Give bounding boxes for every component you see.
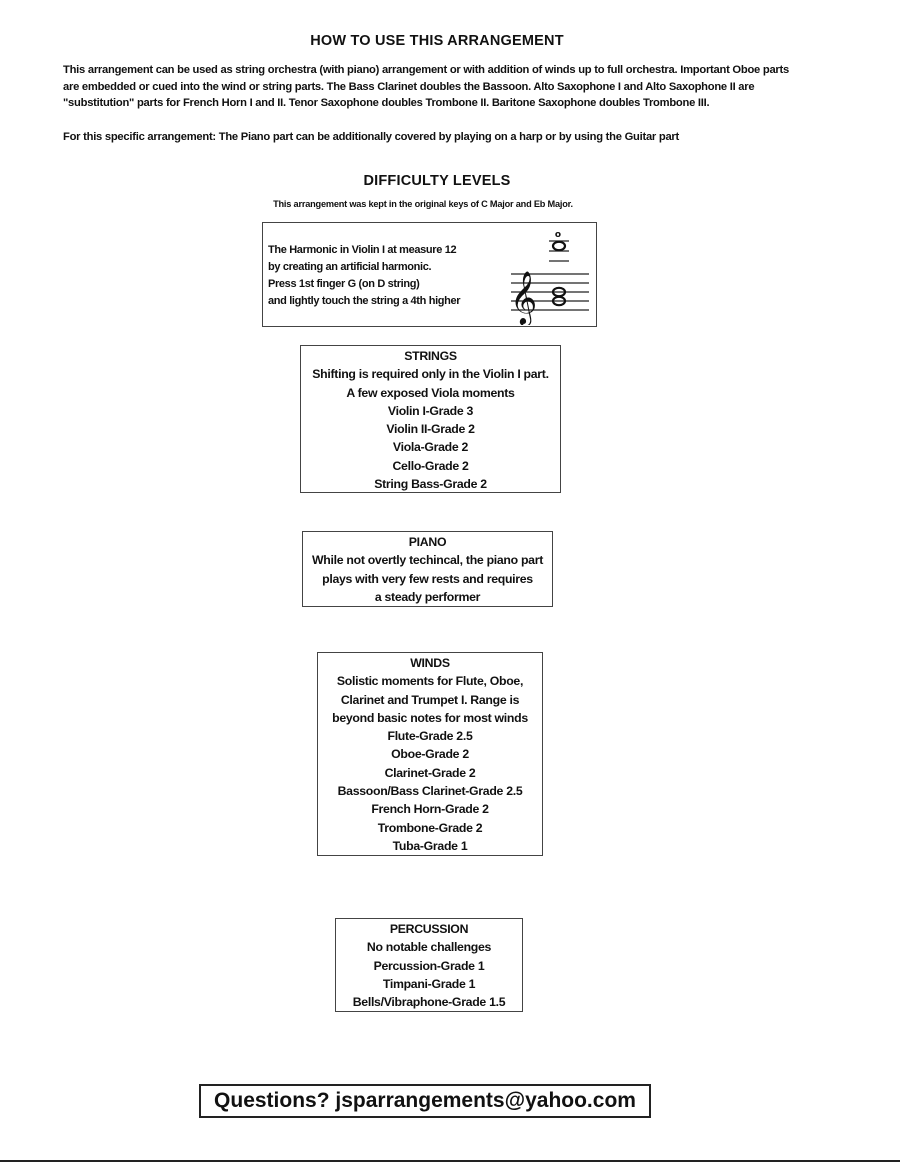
harmonic-line: Press 1st finger G (on D string): [268, 278, 420, 290]
piano-line: a steady performer: [374, 589, 481, 604]
strings-header: STRINGS: [404, 349, 457, 363]
music-staff-notation: [501, 225, 591, 325]
percussion-header: PERCUSSION: [389, 922, 469, 936]
piano-line: plays with very few rests and requires: [322, 571, 533, 586]
specific-note: For this specific arrangement: The Piano part can be additionally covered by playing on a harp or by using the Guitar part: [63, 131, 680, 143]
strings-line: Viola-Grade 2: [392, 440, 469, 455]
strings-line: Violin II-Grade 2: [386, 422, 475, 437]
harmonic-line: by creating an artificial harmonic.: [268, 261, 432, 273]
winds-header: WINDS: [410, 656, 450, 670]
piano-box: [302, 531, 553, 607]
strings-line: Violin I-Grade 3: [387, 403, 474, 418]
strings-line: Shifting is required only in the Violin I part.: [312, 367, 549, 382]
winds-line: Tuba-Grade 1: [392, 838, 468, 853]
difficulty-subnote: This arrangement was kept in the original keys of C Major and Eb Major.: [273, 199, 573, 209]
intro-line: are embedded or cued into the wind or string parts. The Bass Clarinet doubles the Bassoon. Alto Saxophone I and Alto Saxophone II are: [63, 80, 755, 93]
percussion-box: [335, 918, 523, 1012]
contact-email[interactable]: Questions? jsparrangements@yahoo.com: [199, 1084, 651, 1118]
percussion-line: No notable challenges: [366, 940, 492, 955]
winds-line: beyond basic notes for most winds: [332, 710, 528, 725]
intro-paragraph: [63, 62, 863, 112]
piano-header: PIANO: [408, 535, 447, 549]
winds-line: Trombone-Grade 2: [377, 820, 483, 835]
percussion-line: Percussion-Grade 1: [373, 958, 485, 973]
strings-box: [300, 345, 561, 493]
harmonic-line: and lightly touch the string a 4th higher: [268, 295, 461, 307]
harmonic-mark: o: [554, 230, 562, 240]
harmonic-text: [268, 242, 528, 310]
winds-box: [317, 652, 543, 856]
winds-line: Clarinet and Trumpet I. Range is: [340, 692, 520, 707]
intro-line: "substitution" parts for French Horn I and II. Tenor Saxophone doubles Trombone II. Baritone Saxophone doubles Trombone III.: [63, 97, 710, 109]
winds-line: Clarinet-Grade 2: [384, 765, 476, 780]
winds-line: French Horn-Grade 2: [371, 802, 489, 817]
strings-line: String Bass-Grade 2: [374, 477, 487, 492]
winds-line: Flute-Grade 2.5: [387, 729, 473, 744]
harmonic-line: The Harmonic in Violin I at measure 12: [268, 244, 457, 256]
percussion-line: Bells/Vibraphone-Grade 1.5: [352, 995, 506, 1010]
strings-line: Cello-Grade 2: [392, 458, 469, 473]
treble-clef-icon: 𝄞: [510, 270, 538, 324]
harmonic-box: [262, 222, 597, 327]
winds-line: Bassoon/Bass Clarinet-Grade 2.5: [337, 784, 523, 799]
note-head-upper: [553, 242, 565, 250]
intro-line: This arrangement can be used as string orchestra (with piano) arrangement or with addition of winds up to full orchestra. Important Oboe parts: [63, 64, 789, 76]
difficulty-title: DIFFICULTY LEVELS: [363, 173, 511, 189]
winds-line: Solistic moments for Flute, Oboe,: [336, 674, 524, 689]
piano-line: While not overtly techincal, the piano part: [311, 553, 544, 568]
winds-line: Oboe-Grade 2: [391, 747, 469, 762]
percussion-line: Timpani-Grade 1: [382, 976, 476, 991]
strings-line: A few exposed Viola moments: [346, 385, 515, 400]
page-title: HOW TO USE THIS ARRANGEMENT: [310, 33, 564, 49]
bottom-border-line: [0, 1160, 900, 1162]
